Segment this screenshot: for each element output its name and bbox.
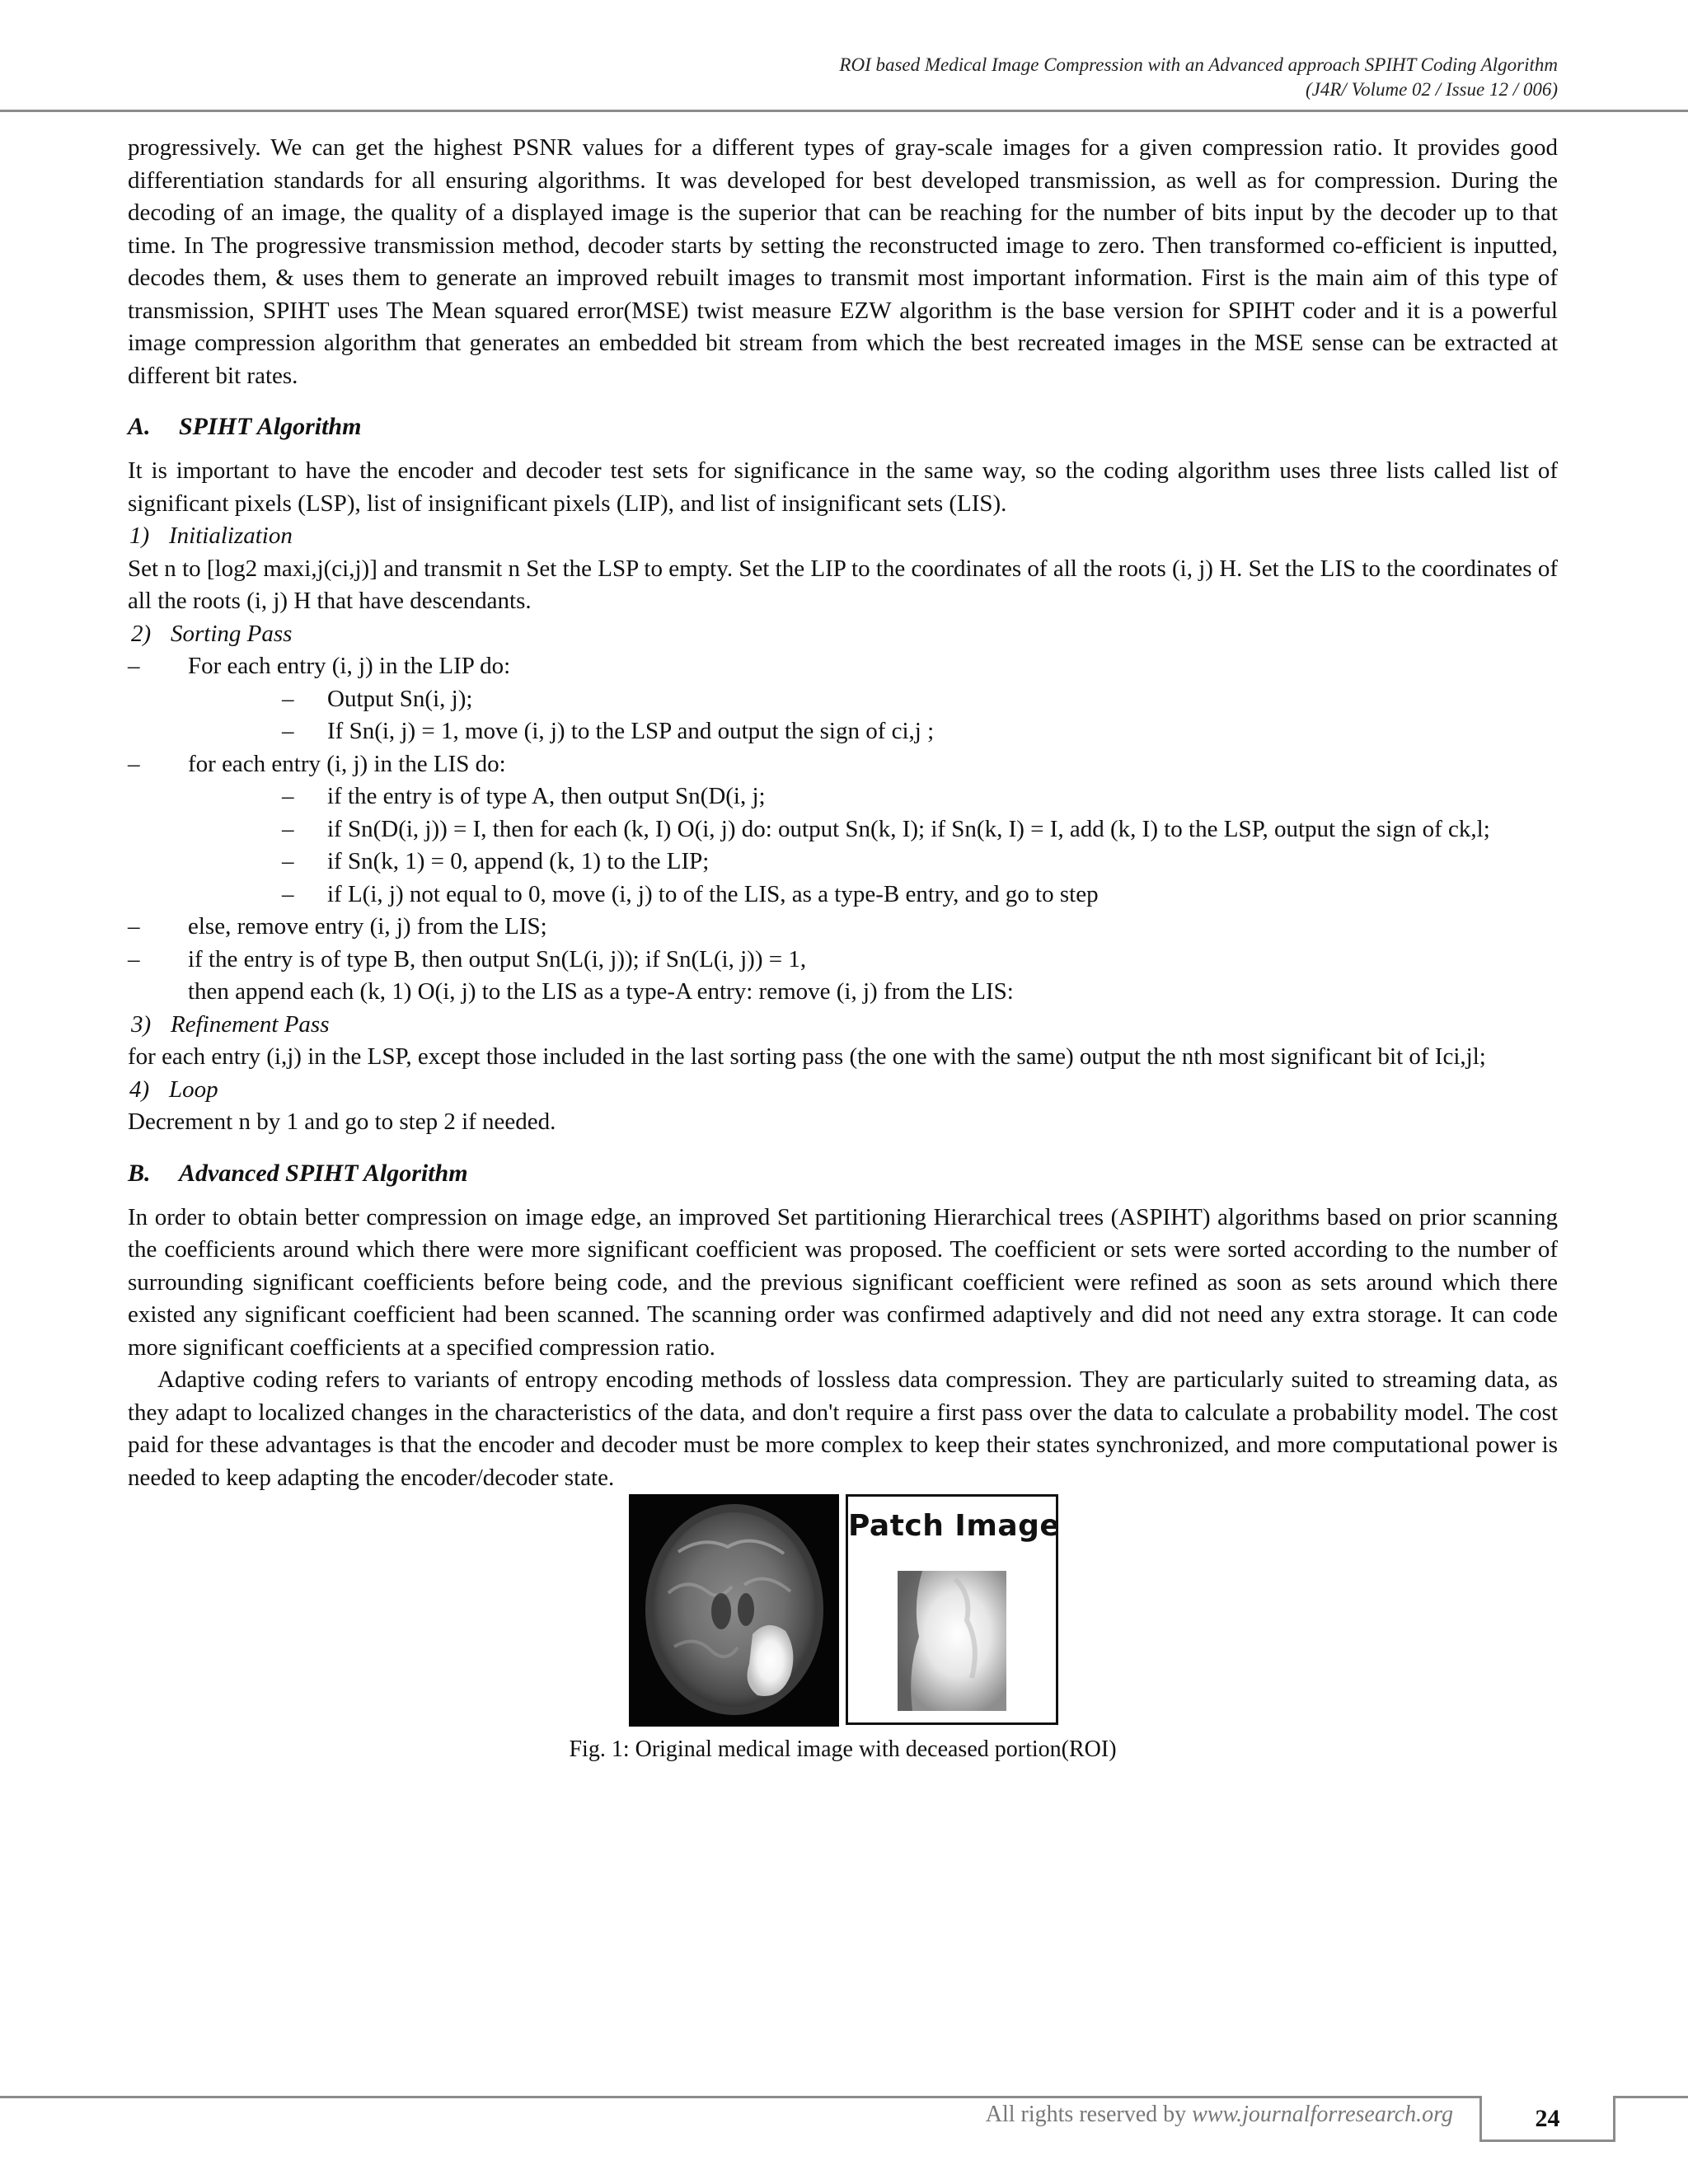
section-a-title: SPIHT Algorithm xyxy=(179,413,362,440)
loop-text: Decrement n by 1 and go to step 2 if needed. xyxy=(128,1108,556,1135)
dash-bullet: – xyxy=(128,750,140,777)
footer-rights xyxy=(986,2102,1453,2128)
dash-bullet: – xyxy=(282,685,294,712)
dash-bullet: – xyxy=(282,783,294,809)
sorting-number: 2) xyxy=(131,620,152,647)
dash-bullet: – xyxy=(128,653,140,679)
init-heading xyxy=(128,520,1558,553)
dash-bullet: – xyxy=(128,945,140,972)
footer-rights-text: All rights reserved by xyxy=(985,2102,1193,2127)
section-b-number: B. xyxy=(128,1159,151,1187)
section-b-title: Advanced SPIHT Algorithm xyxy=(179,1159,468,1187)
patch-image-label: Patch Image xyxy=(848,1509,1061,1543)
sorting-item-2-sub-4: if L(i, j) not equal to 0, move (i, j) to of the LIS, as a type-B entry, and go to step xyxy=(327,880,1099,907)
sorting-item-2-sub-2: if Sn(D(i, j)) = I, then for each (k, I) O(i, j) do: output Sn(k, I); if Sn(k, I) = I, add (k, I) to the LSP, output the sign of ck,l; xyxy=(327,815,1490,842)
dash-bullet: – xyxy=(282,815,294,842)
sorting-item-2-sub-3: if Sn(k, 1) = 0, append (k, 1) to the LIP; xyxy=(327,848,710,874)
header-title: ROI based Medical Image Compression with an Advanced approach SPIHT Coding Algorithm xyxy=(839,54,1558,75)
loop-number: 4) xyxy=(129,1076,150,1103)
section-a-heading xyxy=(128,410,1558,443)
brain-mri-drawing xyxy=(629,1494,839,1727)
refinement-heading xyxy=(128,1009,1558,1042)
init-title: Initialization xyxy=(169,523,293,549)
page-body xyxy=(128,132,1558,1766)
list-item xyxy=(128,944,1558,977)
intro-paragraph: progressively. We can get the highest PSNR values for a different types of gray-scale images for a given compression ratio. It provides good differentiation standards for all ensuring algorithms. It was developed for best developed transmission, as well as for compression. During the decoding of an image, the quality of a displayed image is the superior that can be reaching for the number of bits input by the decoder up to that time. In The progressive transmission method, decoder starts by setting the reconstructed image to zero. Then transformed co-efficient is inputted, decodes them, & uses them to generate an improved rebuilt images to transmit most important information. First is the main aim of this type of transmission, SPIHT uses The Mean squared error(MSE) twist measure EZW algorithm is the base version for SPIHT coder and it is a powerful image compression algorithm that generates an embedded bit stream from which the best recreated images in the MSE sense can be extracted at different bit rates. xyxy=(128,134,1558,389)
dash-bullet: – xyxy=(128,913,140,940)
list-item xyxy=(128,879,1558,912)
sorting-item-4: if the entry is of type B, then output Sn(L(i, j)); if Sn(L(i, j)) = 1, xyxy=(188,945,807,972)
loop-heading xyxy=(128,1074,1558,1107)
sorting-item-1-sub-1: Output Sn(i, j); xyxy=(327,685,473,712)
list-item xyxy=(128,846,1558,879)
list-item xyxy=(128,780,1558,813)
refinement-number: 3) xyxy=(131,1010,152,1038)
page-number: 24 xyxy=(1479,2096,1615,2142)
init-text: Set n to [log2 maxi,j(ci,j)] and transmit n Set the LSP to empty. Set the LIP to the coordinates of all the roots (i, j) H. Set the LIS to the coordinates of all the roots (i, j) H that have descendants. xyxy=(128,555,1558,614)
refinement-title: Refinement Pass xyxy=(171,1010,330,1038)
header-issue: (J4R/ Volume 02 / Issue 12 / 006) xyxy=(1306,79,1558,100)
init-number: 1) xyxy=(129,523,150,549)
sorting-item-1-sub-2: If Sn(i, j) = 1, move (i, j) to the LSP and output the sign of ci,j ; xyxy=(327,718,935,744)
section-b-paragraph-2: Adaptive coding refers to variants of entropy encoding methods of lossless data compression. They are particularly suited to streaming data, as they adapt to localized changes in the characteristics of the data, and don't require a first pass over the data to calculate a probability model. The cost paid for these advantages is that the encoder and decoder must be more complex to keep their states synchronized, and more computational power is needed to keep adapting the encoder/decoder state. xyxy=(128,1366,1558,1491)
list-item xyxy=(128,650,1558,683)
figure-caption: Fig. 1: Original medical image with deceased portion(ROI) xyxy=(569,1736,1117,1762)
patch-image-panel xyxy=(846,1494,1061,1725)
sorting-item-3: else, remove entry (i, j) from the LIS; xyxy=(188,913,547,940)
refinement-text: for each entry (i,j) in the LSP, except those included in the last sorting pass (the one with the same) output the nth most significant bit of Ici,jl; xyxy=(128,1043,1486,1070)
section-a-paragraph: It is important to have the encoder and decoder test sets for significance in the same way, so the coding algorithm uses three lists called list of significant pixels (LSP), list of insignificant pixels (LIP), and list of insignificant sets (LIS). xyxy=(128,457,1558,517)
dash-bullet: – xyxy=(282,848,294,874)
section-b-paragraph-1: In order to obtain better compression on image edge, an improved Set partitioning Hierarchical trees (ASPIHT) algorithms based on prior scanning the coefficients around which there were more significant coefficient was proposed. The coefficient or sets were sorted according to the number of surrounding significant coefficients before being code, and the previous significant coefficient were refined as soon as sets around which there existed any significant coefficient had been scanned. The scanning order was confirmed adaptively and did not need any extra storage. It can code more significant coefficients at a specified compression ratio. xyxy=(128,1203,1558,1361)
footer-rule xyxy=(0,2096,1479,2098)
sorting-item-1: For each entry (i, j) in the LIP do: xyxy=(188,653,511,679)
list-item xyxy=(128,683,1558,716)
footer-url: www.journalforresearch.org xyxy=(1192,2102,1453,2127)
sorting-item-2: for each entry (i, j) in the LIS do: xyxy=(188,750,506,777)
figure-1 xyxy=(128,1494,1558,1766)
dash-bullet: – xyxy=(282,718,294,744)
list-item xyxy=(128,911,1558,944)
section-a-number: A. xyxy=(128,413,151,440)
brain-mri-image xyxy=(629,1494,839,1727)
list-item xyxy=(128,748,1558,781)
patch-image-drawing xyxy=(898,1571,1006,1711)
sorting-item-2-sub-1: if the entry is of type A, then output Sn(D(i, j; xyxy=(327,783,766,809)
header-rule xyxy=(0,110,1688,112)
sorting-heading xyxy=(128,618,1558,651)
dash-bullet: – xyxy=(282,880,294,907)
running-header xyxy=(839,53,1558,102)
loop-title: Loop xyxy=(169,1076,218,1103)
footer-rule-right xyxy=(1615,2096,1688,2098)
list-item xyxy=(128,715,1558,748)
sorting-title: Sorting Pass xyxy=(171,620,293,647)
list-item xyxy=(128,813,1558,846)
section-b-heading xyxy=(128,1157,1558,1190)
sorting-item-4-continuation: then append each (k, 1) O(i, j) to the LIS as a type-A entry: remove (i, j) from the LIS: xyxy=(188,978,1014,1005)
